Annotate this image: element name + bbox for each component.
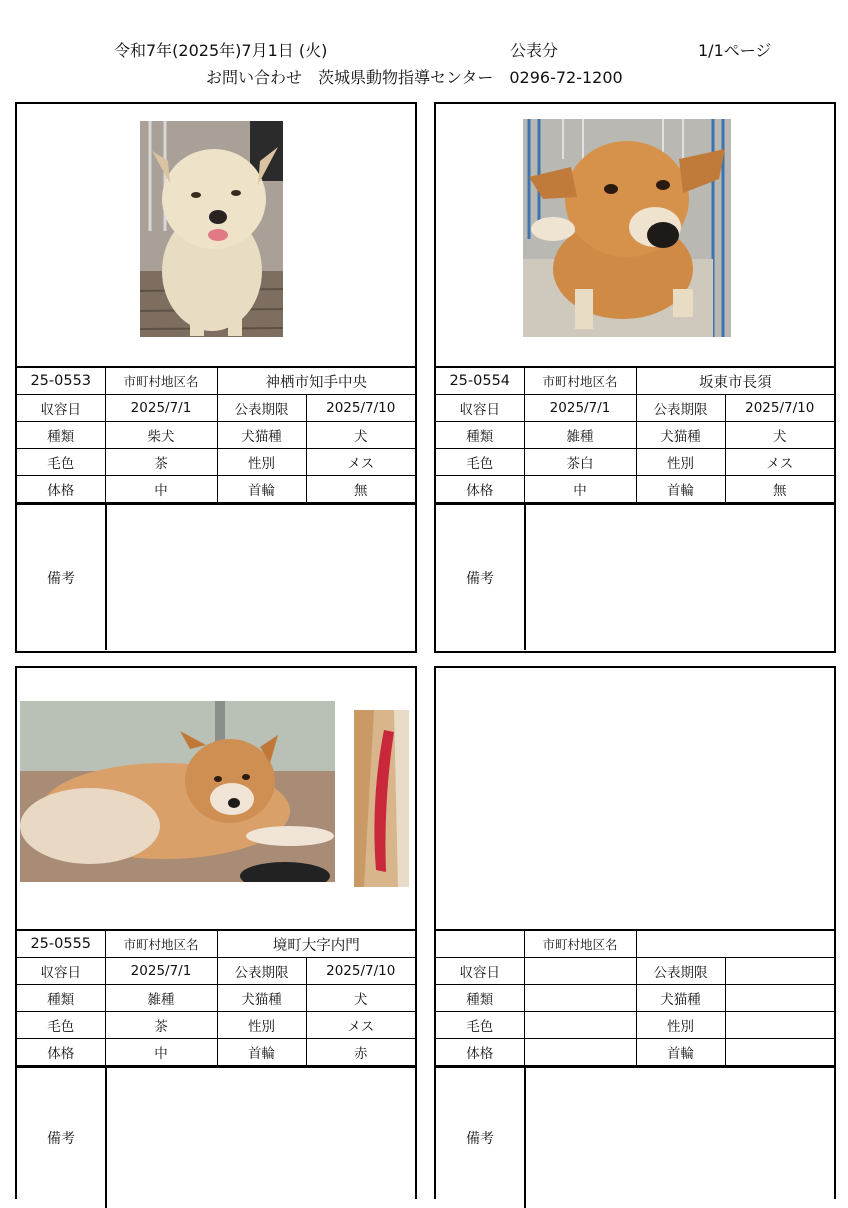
- size-label: 体格: [17, 1039, 105, 1066]
- sex-label: 性別: [636, 1012, 725, 1039]
- area-value: 神栖市知手中央: [217, 368, 415, 395]
- dog-photo-mixed: [523, 119, 731, 337]
- report-date: 令和7年(2025年)7月1日 (火): [114, 41, 328, 60]
- report-category: 公表分: [510, 41, 559, 60]
- size-label: 体格: [17, 476, 105, 503]
- area-label: 市町村地区名: [524, 931, 636, 958]
- size-value: [524, 1039, 636, 1066]
- photo-area: [436, 104, 834, 368]
- remarks-section: [17, 1066, 415, 1208]
- kind-value: 雑種: [524, 422, 636, 449]
- kind-label: 種類: [17, 985, 105, 1012]
- deadline-value: [725, 958, 834, 985]
- deadline-label: 公表期限: [636, 958, 725, 985]
- deadline-label: 公表期限: [636, 395, 725, 422]
- intake-date-label: 収容日: [17, 395, 105, 422]
- color-value: 茶白: [524, 449, 636, 476]
- area-label: 市町村地区名: [105, 931, 217, 958]
- species-value: 犬: [306, 985, 415, 1012]
- remarks-section: [17, 503, 415, 650]
- deadline-label: 公表期限: [217, 958, 306, 985]
- remarks-section: [436, 503, 834, 650]
- sex-value: メス: [725, 449, 834, 476]
- remarks-value: [526, 1068, 834, 1208]
- animal-card-2: [434, 102, 836, 653]
- animal-id: 25-0554: [436, 368, 524, 395]
- kind-label: 種類: [17, 422, 105, 449]
- intake-date-value: 2025/7/1: [105, 395, 217, 422]
- collar-label: 首輪: [217, 1039, 306, 1066]
- animal-card-4-empty: [434, 666, 836, 1199]
- animal-card-1: [15, 102, 417, 653]
- remarks-label: 備考: [17, 1068, 107, 1208]
- collar-label: 首輪: [217, 476, 306, 503]
- kind-value: 柴犬: [105, 422, 217, 449]
- deadline-value: 2025/7/10: [306, 395, 415, 422]
- kind-value: 雑種: [105, 985, 217, 1012]
- animal-id: [436, 931, 524, 958]
- color-value: 茶: [105, 1012, 217, 1039]
- collar-value: [725, 1039, 834, 1066]
- area-value: [636, 931, 834, 958]
- intake-date-value: 2025/7/1: [524, 395, 636, 422]
- color-label: 毛色: [17, 449, 105, 476]
- species-label: 犬猫種: [636, 422, 725, 449]
- sex-label: 性別: [217, 1012, 306, 1039]
- contact-info: お問い合わせ 茨城県動物指導センター 0296-72-1200: [206, 68, 623, 87]
- area-label: 市町村地区名: [524, 368, 636, 395]
- intake-date-label: 収容日: [436, 395, 524, 422]
- collar-value: 無: [306, 476, 415, 503]
- sex-label: 性別: [636, 449, 725, 476]
- area-label: 市町村地区名: [105, 368, 217, 395]
- size-value: 中: [105, 476, 217, 503]
- collar-value: 無: [725, 476, 834, 503]
- intake-date-label: 収容日: [436, 958, 524, 985]
- color-value: [524, 1012, 636, 1039]
- kind-label: 種類: [436, 985, 524, 1012]
- area-value: 坂東市長須: [636, 368, 834, 395]
- species-label: 犬猫種: [636, 985, 725, 1012]
- species-label: 犬猫種: [217, 985, 306, 1012]
- remarks-value: [107, 505, 415, 650]
- remarks-value: [526, 505, 834, 650]
- remarks-label: 備考: [436, 505, 526, 650]
- deadline-label: 公表期限: [217, 395, 306, 422]
- dog-photo-shiba: [140, 121, 283, 337]
- info-table: [17, 931, 415, 1066]
- dog-photo-lying: [20, 701, 335, 882]
- sex-value: メス: [306, 449, 415, 476]
- species-value: [725, 985, 834, 1012]
- sex-value: メス: [306, 1012, 415, 1039]
- sex-label: 性別: [217, 449, 306, 476]
- size-label: 体格: [436, 1039, 524, 1066]
- collar-value: 赤: [306, 1039, 415, 1066]
- remarks-label: 備考: [17, 505, 107, 650]
- species-value: 犬: [725, 422, 834, 449]
- info-table: [17, 368, 415, 503]
- intake-date-value: [524, 958, 636, 985]
- deadline-value: 2025/7/10: [725, 395, 834, 422]
- photo-area: [17, 668, 415, 931]
- species-label: 犬猫種: [217, 422, 306, 449]
- deadline-value: 2025/7/10: [306, 958, 415, 985]
- intake-date-label: 収容日: [17, 958, 105, 985]
- remarks-value: [107, 1068, 415, 1208]
- size-value: 中: [524, 476, 636, 503]
- photo-area: [436, 668, 834, 931]
- size-label: 体格: [436, 476, 524, 503]
- collar-label: 首輪: [636, 1039, 725, 1066]
- color-label: 毛色: [17, 1012, 105, 1039]
- info-table: [436, 931, 834, 1066]
- page-indicator: 1/1ページ: [698, 41, 772, 60]
- kind-value: [524, 985, 636, 1012]
- remarks-label: 備考: [436, 1068, 526, 1208]
- size-value: 中: [105, 1039, 217, 1066]
- sex-value: [725, 1012, 834, 1039]
- species-value: 犬: [306, 422, 415, 449]
- photo-area: [17, 104, 415, 368]
- animal-id: 25-0553: [17, 368, 105, 395]
- color-value: 茶: [105, 449, 217, 476]
- info-table: [436, 368, 834, 503]
- area-value: 境町大字内門: [217, 931, 415, 958]
- kind-label: 種類: [436, 422, 524, 449]
- color-label: 毛色: [436, 1012, 524, 1039]
- collar-label: 首輪: [636, 476, 725, 503]
- intake-date-value: 2025/7/1: [105, 958, 217, 985]
- color-label: 毛色: [436, 449, 524, 476]
- animal-id: 25-0555: [17, 931, 105, 958]
- collar-closeup-photo: [354, 710, 409, 887]
- remarks-section: [436, 1066, 834, 1208]
- animal-card-3: [15, 666, 417, 1199]
